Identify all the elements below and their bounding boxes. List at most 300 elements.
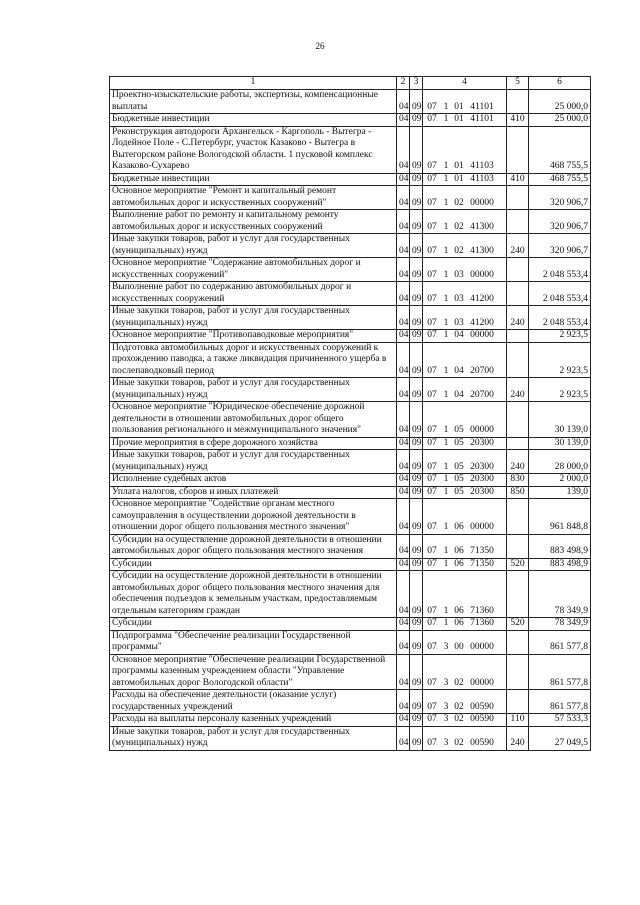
subsection-code: 09 [410, 234, 423, 258]
code-part: 07 [427, 461, 437, 472]
code-part: 07 [427, 161, 437, 171]
code-part: 05 [454, 437, 464, 448]
target-article-code [423, 306, 507, 330]
code-part: 1 [443, 558, 449, 569]
code-part: 07 [427, 677, 437, 688]
item-name: Основное мероприятие "Содержание автомобильных дорог и искусственных сооружений" [110, 258, 397, 282]
subsection-code: 09 [410, 474, 423, 487]
item-name: Основное мероприятие "Юридическое обеспечение дорожной деятельности в отношении автомобильных дорог общего пользования регионального и межмуниципального значения" [110, 402, 397, 438]
code-part: 1 [443, 330, 449, 340]
item-name: Субсидии [110, 618, 397, 631]
section-code: 04 [397, 474, 410, 487]
code-part: 07 [427, 474, 437, 484]
amount: 25 000,0 [529, 114, 591, 127]
amount: 468 755,5 [529, 126, 591, 173]
code-part: 06 [454, 522, 464, 532]
code-part: 1 [443, 101, 449, 112]
code-part: 3 [443, 642, 449, 652]
table-row [110, 126, 591, 173]
amount: 320 906,7 [529, 234, 591, 258]
code-part: 1 [443, 161, 449, 171]
amount: 2 923,5 [529, 342, 591, 378]
expense-type-code [507, 654, 529, 690]
amount: 320 906,7 [529, 186, 591, 210]
section-code: 04 [397, 186, 410, 210]
target-article-code [423, 402, 507, 438]
amount: 30 139,0 [529, 402, 591, 438]
table-row [110, 258, 591, 282]
code-part: 04 [454, 389, 464, 400]
code-part: 1 [443, 389, 449, 400]
code-part: 20700 [470, 365, 494, 376]
code-part: 02 [454, 738, 464, 748]
code-part: 41101 [470, 101, 494, 112]
target-article-code [423, 618, 507, 631]
target-article-code [423, 378, 507, 402]
table-row [110, 654, 591, 690]
amount: 861 577,8 [529, 630, 591, 654]
section-code: 04 [397, 630, 410, 654]
code-part: 00590 [470, 738, 494, 748]
code-part: 71350 [470, 546, 494, 556]
amount: 883 498,9 [529, 534, 591, 558]
expense-type-code: 850 [507, 486, 529, 499]
section-code: 04 [397, 234, 410, 258]
expense-type-code: 240 [507, 234, 529, 258]
expense-type-code [507, 534, 529, 558]
subsection-code: 09 [410, 186, 423, 210]
code-part: 1 [443, 486, 449, 497]
code-part: 02 [454, 677, 464, 688]
target-article-code [423, 330, 507, 343]
item-name: Иные закупки товаров, работ и услуг для государственных (муниципальных) нужд [110, 450, 397, 474]
amount: 2 923,5 [529, 330, 591, 343]
target-article-code [423, 126, 507, 173]
code-part: 1 [443, 425, 449, 435]
code-part: 07 [427, 437, 437, 448]
code-part: 1 [443, 197, 449, 208]
table-row [110, 330, 591, 343]
table-row [110, 234, 591, 258]
expense-type-code [507, 402, 529, 438]
expense-type-code: 240 [507, 306, 529, 330]
item-name: Основное мероприятие "Ремонт и капитальный ремонт автомобильных дорог и искусственных сооружений" [110, 186, 397, 210]
item-name: Расходы на обеспечение деятельности (оказание услуг) государственных учреждений [110, 690, 397, 714]
target-article-code [423, 690, 507, 714]
item-name: Выполнение работ по ремонту и капитальному ремонту автомобильных дорог и искусственных сооружений [110, 210, 397, 234]
code-part: 07 [427, 425, 437, 435]
subsection-code: 09 [410, 210, 423, 234]
target-article-code [423, 234, 507, 258]
section-code: 04 [397, 654, 410, 690]
subsection-code: 09 [410, 378, 423, 402]
amount: 25 000,0 [529, 90, 591, 114]
column-header: 2 [397, 77, 410, 90]
subsection-code: 09 [410, 437, 423, 450]
code-part: 06 [454, 605, 464, 616]
expense-type-code: 410 [507, 114, 529, 127]
target-article-code [423, 173, 507, 186]
target-article-code [423, 342, 507, 378]
code-part: 71360 [470, 605, 494, 616]
section-code: 04 [397, 437, 410, 450]
table-row [110, 450, 591, 474]
code-part: 1 [443, 293, 449, 304]
expense-type-code [507, 437, 529, 450]
code-part: 1 [443, 317, 449, 328]
expense-type-code: 520 [507, 558, 529, 571]
table-row [110, 186, 591, 210]
subsection-code: 09 [410, 558, 423, 571]
code-part: 07 [427, 642, 437, 652]
code-part: 07 [427, 522, 437, 532]
code-part: 1 [443, 221, 449, 232]
code-part: 1 [443, 605, 449, 616]
target-article-code [423, 90, 507, 114]
page-number: 26 [315, 41, 325, 51]
amount: 320 906,7 [529, 210, 591, 234]
code-part: 41103 [470, 173, 494, 184]
section-code: 04 [397, 571, 410, 618]
target-article-code [423, 114, 507, 127]
item-name: Расходы на выплаты персоналу казенных учреждений [110, 714, 397, 727]
expense-type-code [507, 126, 529, 173]
item-name: Подготовка автомобильных дорог и искусственных сооружений к прохождению паводка, а также ликвидация причиненного ущерба в послепаводковый период [110, 342, 397, 378]
subsection-code: 09 [410, 534, 423, 558]
target-article-code [423, 282, 507, 306]
code-part: 07 [427, 486, 437, 497]
target-article-code [423, 437, 507, 450]
table-row [110, 714, 591, 727]
code-part: 20300 [470, 437, 494, 448]
code-part: 06 [454, 558, 464, 569]
amount: 883 498,9 [529, 558, 591, 571]
table-row [110, 306, 591, 330]
table-row [110, 474, 591, 487]
section-code: 04 [397, 486, 410, 499]
expense-type-code: 240 [507, 378, 529, 402]
item-name: Реконструкция автодороги Архангельск - Каргополь - Вытегра - Лодейное Поле - С.Петербург, участок Казаково - Вытегра в Вытегорском районе Вологодской области. 1 пусковой комплекс Казаково-Сухарево [110, 126, 397, 173]
expense-type-code: 240 [507, 450, 529, 474]
item-name: Субсидии на осуществление дорожной деятельности в отношении автомобильных дорог общего пользования местного значения [110, 534, 397, 558]
section-code: 04 [397, 342, 410, 378]
section-code: 04 [397, 378, 410, 402]
target-article-code [423, 186, 507, 210]
item-name: Прочие мероприятия в сфере дорожного хозяйства [110, 437, 397, 450]
amount: 2 048 553,4 [529, 282, 591, 306]
subsection-code: 09 [410, 450, 423, 474]
code-part: 20700 [470, 389, 494, 400]
code-part: 00000 [470, 197, 494, 208]
item-name: Подпрограмма "Обеспечение реализации Государственной программы" [110, 630, 397, 654]
item-name: Бюджетные инвестиции [110, 114, 397, 127]
code-part: 00000 [470, 642, 494, 652]
subsection-code: 09 [410, 126, 423, 173]
code-part: 20300 [470, 474, 494, 484]
code-part: 02 [454, 197, 464, 208]
subsection-code: 09 [410, 690, 423, 714]
code-part: 00000 [470, 330, 494, 340]
code-part: 00590 [470, 701, 494, 712]
amount: 30 139,0 [529, 437, 591, 450]
target-article-code [423, 714, 507, 727]
table-row [110, 437, 591, 450]
code-part: 20300 [470, 486, 494, 497]
amount: 78 349,9 [529, 618, 591, 631]
table-row [110, 210, 591, 234]
expense-type-code: 520 [507, 618, 529, 631]
code-part: 07 [427, 221, 437, 232]
code-part: 07 [427, 558, 437, 569]
code-part: 1 [443, 474, 449, 484]
expense-type-code: 110 [507, 714, 529, 727]
amount: 2 000,0 [529, 474, 591, 487]
amount: 861 577,8 [529, 690, 591, 714]
table-row [110, 486, 591, 499]
code-part: 01 [454, 114, 464, 124]
code-part: 3 [443, 677, 449, 688]
expense-type-code [507, 342, 529, 378]
amount: 2 048 553,4 [529, 258, 591, 282]
expense-type-code [507, 258, 529, 282]
code-part: 07 [427, 618, 437, 628]
table-row [110, 402, 591, 438]
subsection-code: 09 [410, 282, 423, 306]
subsection-code: 09 [410, 114, 423, 127]
code-part: 04 [454, 365, 464, 376]
target-article-code [423, 630, 507, 654]
column-header: 5 [507, 77, 529, 90]
code-part: 02 [454, 714, 464, 724]
code-part: 1 [443, 114, 449, 124]
item-name: Основное мероприятие "Обеспечение реализации Государственной программы казенным учреждением области "Управление автомобильных дорог Вологодской области" [110, 654, 397, 690]
code-part: 1 [443, 173, 449, 184]
subsection-code: 09 [410, 342, 423, 378]
code-part: 1 [443, 245, 449, 256]
expense-type-code [507, 210, 529, 234]
section-code: 04 [397, 618, 410, 631]
target-article-code [423, 486, 507, 499]
code-part: 00590 [470, 714, 494, 724]
code-part: 71360 [470, 618, 494, 628]
code-part: 04 [454, 330, 464, 340]
column-header: 1 [110, 77, 397, 90]
target-article-code [423, 558, 507, 571]
column-header: 3 [410, 77, 423, 90]
section-code: 04 [397, 402, 410, 438]
expense-type-code [507, 90, 529, 114]
target-article-code [423, 210, 507, 234]
table-row [110, 90, 591, 114]
code-part: 00000 [470, 677, 494, 688]
code-part: 05 [454, 486, 464, 497]
code-part: 03 [454, 269, 464, 280]
target-article-code [423, 474, 507, 487]
subsection-code: 09 [410, 714, 423, 727]
code-part: 41300 [470, 221, 494, 232]
item-name: Выполнение работ по содержанию автомобильных дорог и искусственных сооружений [110, 282, 397, 306]
code-part: 41103 [470, 161, 494, 171]
subsection-code: 09 [410, 618, 423, 631]
code-part: 07 [427, 114, 437, 124]
code-part: 07 [427, 365, 437, 376]
code-part: 07 [427, 330, 437, 340]
subsection-code: 09 [410, 258, 423, 282]
code-part: 02 [454, 245, 464, 256]
item-name: Иные закупки товаров, работ и услуг для государственных (муниципальных) нужд [110, 378, 397, 402]
code-part: 1 [443, 522, 449, 532]
target-article-code [423, 726, 507, 750]
code-part: 07 [427, 701, 437, 712]
code-part: 03 [454, 293, 464, 304]
code-part: 05 [454, 474, 464, 484]
subsection-code: 09 [410, 486, 423, 499]
target-article-code [423, 571, 507, 618]
expense-type-code [507, 499, 529, 535]
table-row [110, 690, 591, 714]
code-part: 41300 [470, 245, 494, 256]
code-part: 1 [443, 269, 449, 280]
table-row [110, 534, 591, 558]
code-part: 07 [427, 546, 437, 556]
section-code: 04 [397, 173, 410, 186]
code-part: 07 [427, 714, 437, 724]
budget-table [109, 76, 591, 751]
section-code: 04 [397, 90, 410, 114]
table-row [110, 342, 591, 378]
table-row [110, 726, 591, 750]
item-name: Исполнение судебных актов [110, 474, 397, 487]
subsection-code: 09 [410, 654, 423, 690]
amount: 861 577,8 [529, 654, 591, 690]
amount: 2 923,5 [529, 378, 591, 402]
code-part: 01 [454, 161, 464, 171]
code-part: 07 [427, 197, 437, 208]
code-part: 06 [454, 618, 464, 628]
expense-type-code [507, 282, 529, 306]
target-article-code [423, 450, 507, 474]
column-header: 6 [529, 77, 591, 90]
amount: 2 048 553,4 [529, 306, 591, 330]
section-code: 04 [397, 114, 410, 127]
code-part: 02 [454, 701, 464, 712]
amount: 28 000,0 [529, 450, 591, 474]
section-code: 04 [397, 282, 410, 306]
item-name: Бюджетные инвестиции [110, 173, 397, 186]
expense-type-code: 410 [507, 173, 529, 186]
table-row [110, 282, 591, 306]
code-part: 00000 [470, 269, 494, 280]
subsection-code: 09 [410, 330, 423, 343]
section-code: 04 [397, 210, 410, 234]
code-part: 05 [454, 461, 464, 472]
target-article-code [423, 499, 507, 535]
section-code: 04 [397, 499, 410, 535]
expense-type-code [507, 630, 529, 654]
amount: 57 533,3 [529, 714, 591, 727]
expense-type-code [507, 330, 529, 343]
code-part: 41101 [470, 114, 494, 124]
table-row [110, 499, 591, 535]
header-row [110, 77, 591, 90]
code-part: 02 [454, 221, 464, 232]
amount: 78 349,9 [529, 571, 591, 618]
subsection-code: 09 [410, 571, 423, 618]
table-row [110, 571, 591, 618]
code-part: 41200 [470, 293, 494, 304]
expense-type-code [507, 186, 529, 210]
target-article-code [423, 258, 507, 282]
table-row [110, 378, 591, 402]
item-name: Субсидии [110, 558, 397, 571]
code-part: 1 [443, 618, 449, 628]
table-row [110, 618, 591, 631]
target-article-code [423, 654, 507, 690]
code-part: 3 [443, 714, 449, 724]
code-part: 01 [454, 173, 464, 184]
code-part: 00000 [470, 425, 494, 435]
code-part: 00 [454, 642, 464, 652]
amount: 27 049,5 [529, 726, 591, 750]
item-name: Иные закупки товаров, работ и услуг для государственных (муниципальных) нужд [110, 306, 397, 330]
subsection-code: 09 [410, 726, 423, 750]
section-code: 04 [397, 306, 410, 330]
section-code: 04 [397, 558, 410, 571]
item-name: Основное мероприятие "Содействие органам местного самоуправления в осуществлении дорожной деятельности в отношении дорог общего пользования местного значения" [110, 499, 397, 535]
item-name: Проектно-изыскательские работы, экспертизы, компенсационные выплаты [110, 90, 397, 114]
code-part: 07 [427, 293, 437, 304]
code-part: 3 [443, 738, 449, 748]
item-name: Субсидии на осуществление дорожной деятельности в отношении автомобильных дорог общего пользования местного значения для обеспечения подъездов к земельным участкам, предоставляемым отдельным категориям граждан [110, 571, 397, 618]
code-part: 06 [454, 546, 464, 556]
code-part: 05 [454, 425, 464, 435]
code-part: 07 [427, 101, 437, 112]
column-header: 4 [423, 77, 507, 90]
code-part: 1 [443, 365, 449, 376]
subsection-code: 09 [410, 90, 423, 114]
code-part: 71350 [470, 558, 494, 569]
code-part: 1 [443, 546, 449, 556]
code-part: 1 [443, 461, 449, 472]
table-row [110, 558, 591, 571]
expense-type-code [507, 571, 529, 618]
code-part: 07 [427, 605, 437, 616]
amount: 139,0 [529, 486, 591, 499]
target-article-code [423, 534, 507, 558]
code-part: 07 [427, 173, 437, 184]
item-name: Основное мероприятие "Противопаводковые мероприятия" [110, 330, 397, 343]
subsection-code: 09 [410, 499, 423, 535]
expense-type-code: 830 [507, 474, 529, 487]
code-part: 00000 [470, 522, 494, 532]
section-code: 04 [397, 258, 410, 282]
code-part: 07 [427, 389, 437, 400]
amount: 961 848,8 [529, 499, 591, 535]
section-code: 04 [397, 726, 410, 750]
code-part: 07 [427, 317, 437, 328]
item-name: Уплата налогов, сборов и иных платежей [110, 486, 397, 499]
code-part: 07 [427, 269, 437, 280]
subsection-code: 09 [410, 173, 423, 186]
section-code: 04 [397, 330, 410, 343]
code-part: 03 [454, 317, 464, 328]
amount: 468 755,5 [529, 173, 591, 186]
code-part: 20300 [470, 461, 494, 472]
code-part: 07 [427, 245, 437, 256]
table-row [110, 630, 591, 654]
section-code: 04 [397, 690, 410, 714]
table-row [110, 114, 591, 127]
